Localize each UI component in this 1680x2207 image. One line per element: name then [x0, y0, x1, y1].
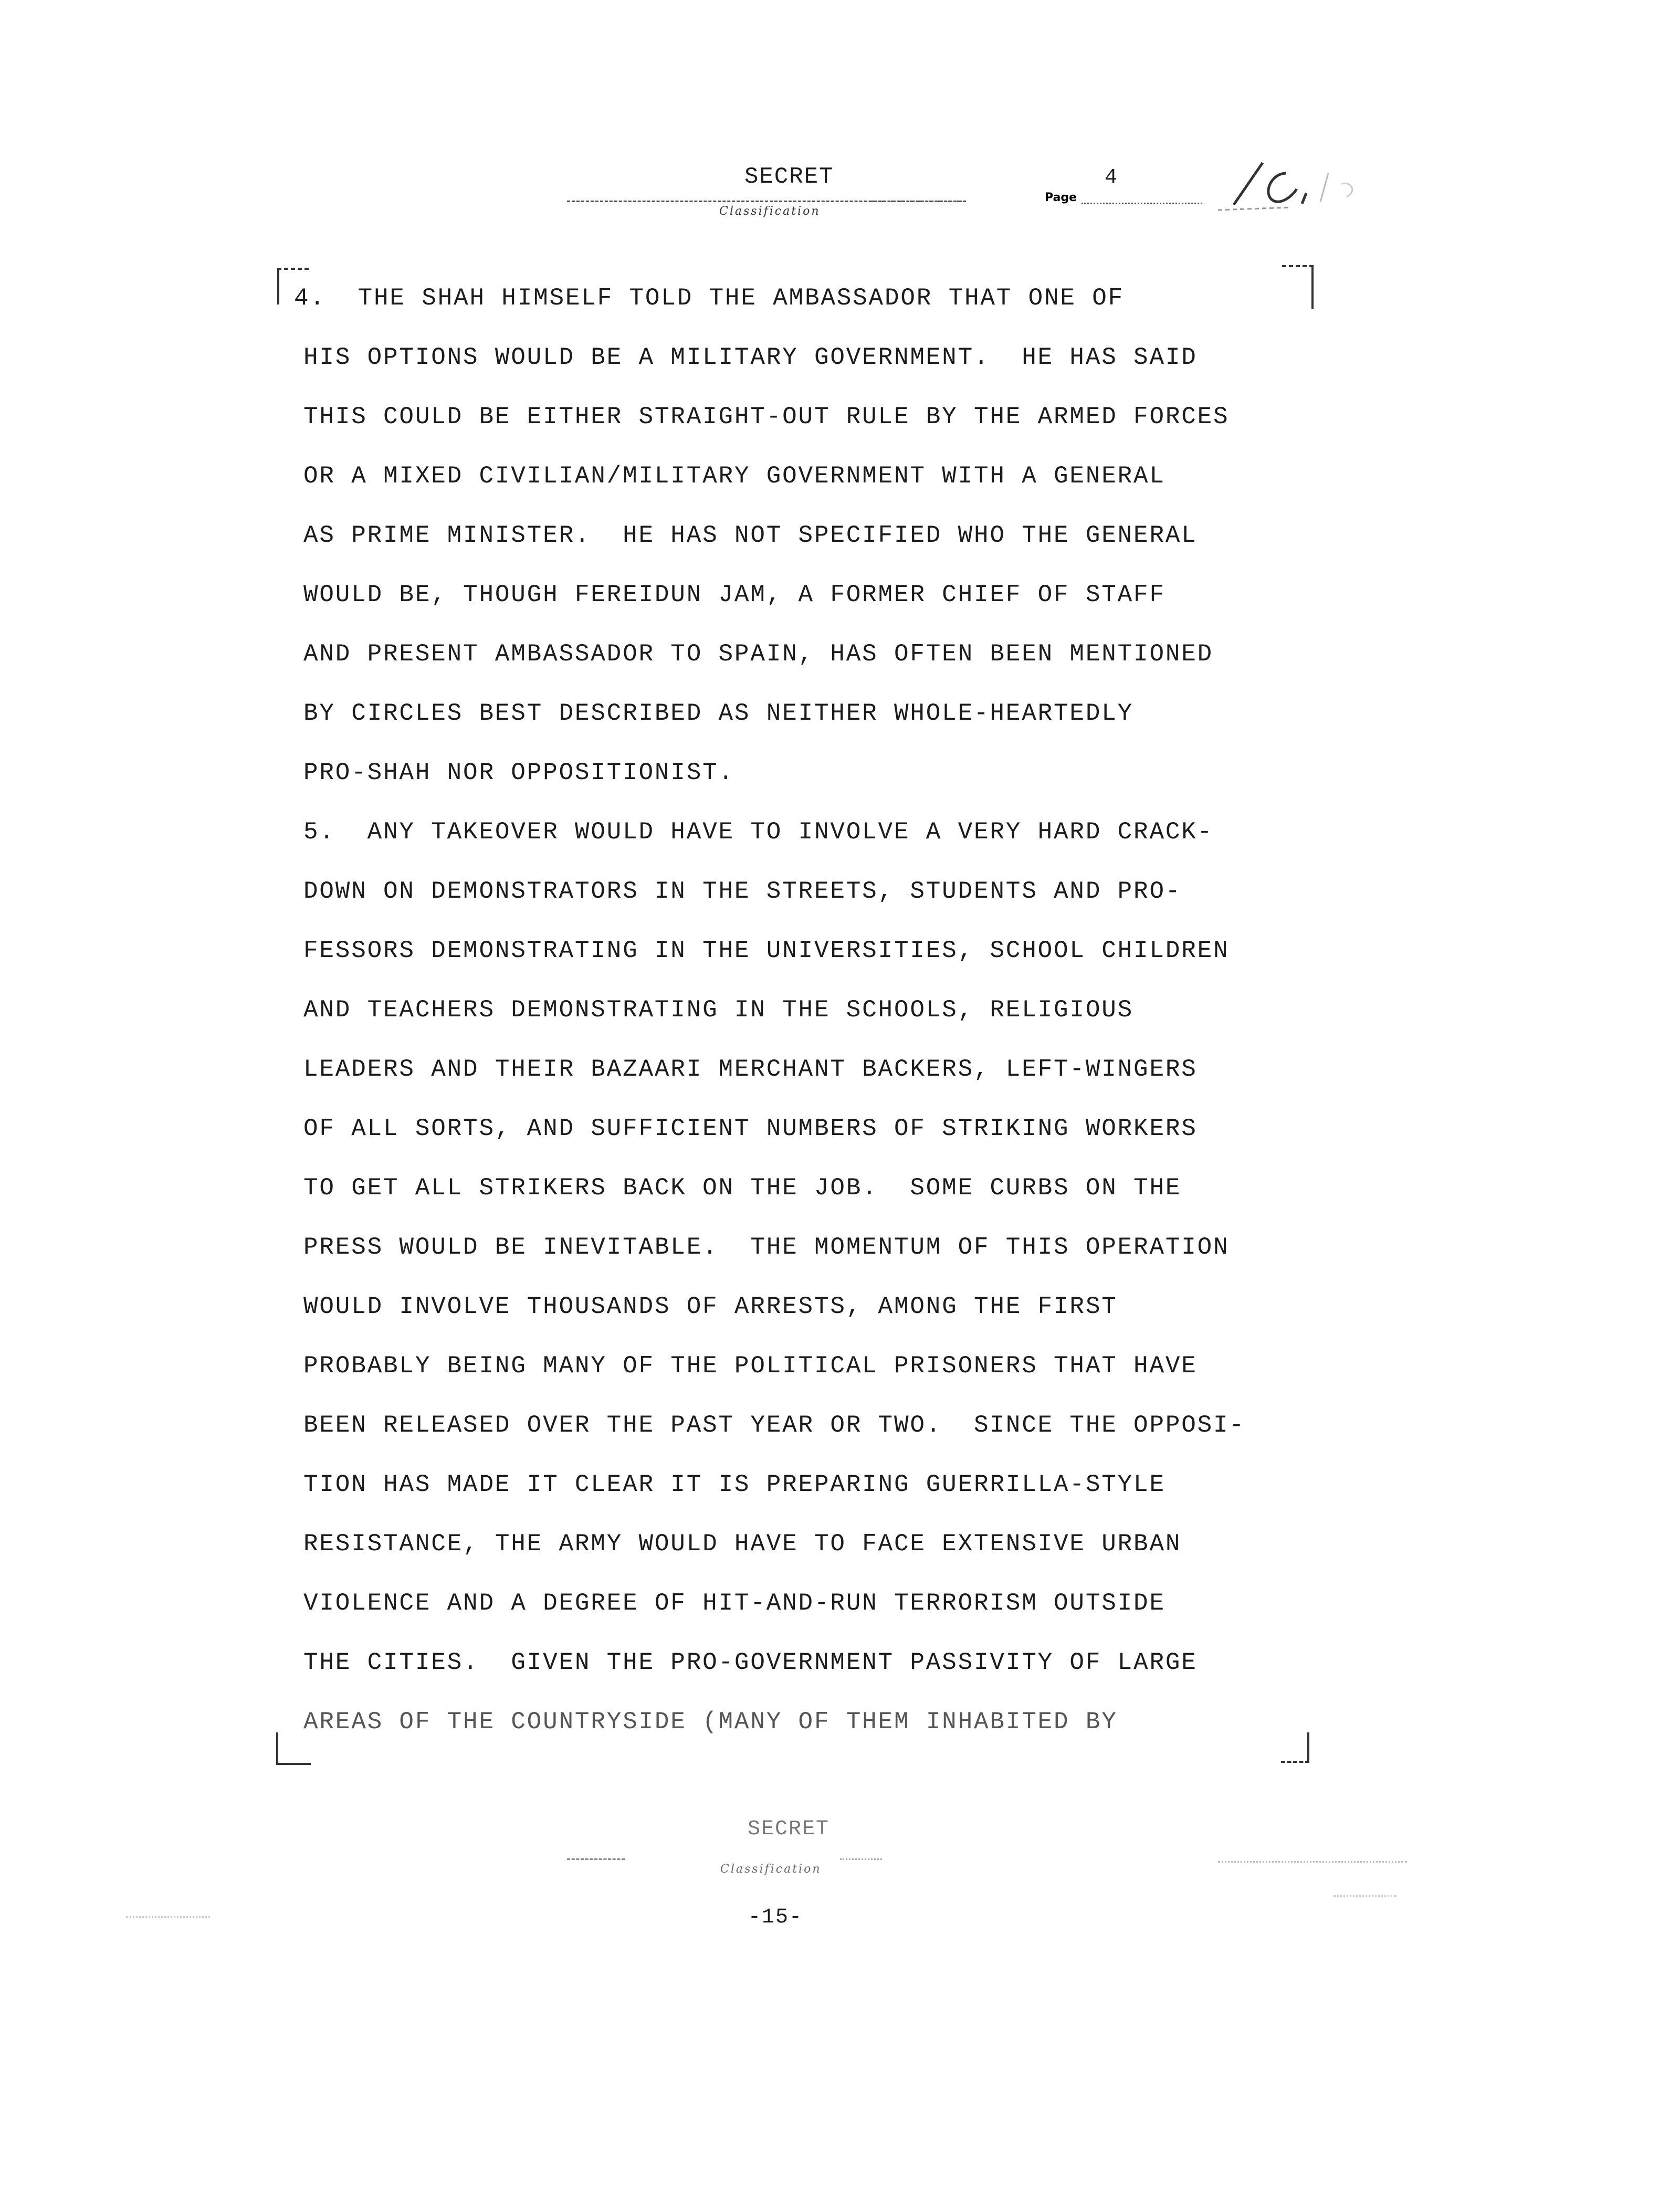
text-line: PRO-SHAH NOR OPPOSITIONIST. — [303, 759, 734, 786]
text-line: AREAS OF THE COUNTRYSIDE (MANY OF THEM INHABITED BY — [303, 1708, 1118, 1736]
text-line: OR A MIXED CIVILIAN/MILITARY GOVERNMENT WITH A GENERAL — [303, 463, 1166, 490]
text-line: HIS OPTIONS WOULD BE A MILITARY GOVERNMENT. HE HAS SAID — [303, 344, 1198, 371]
footer-classification-label: Classification — [720, 1863, 822, 1876]
footer-classification: SECRET — [748, 1817, 830, 1841]
text-line: VIOLENCE AND A DEGREE OF HIT-AND-RUN TERRORISM OUTSIDE — [303, 1590, 1166, 1617]
text-line: BEEN RELEASED OVER THE PAST YEAR OR TWO. SINCE THE OPPOSI- — [303, 1412, 1245, 1439]
bottom-right-bracket — [1281, 1732, 1309, 1763]
top-right-bracket — [1282, 265, 1314, 309]
scan-noise-mark — [1334, 1895, 1396, 1901]
text-line: BY CIRCLES BEST DESCRIBED AS NEITHER WHOLE-HEARTEDLY — [303, 700, 1134, 727]
text-line: 5. ANY TAKEOVER WOULD HAVE TO INVOLVE A VERY HARD CRACK- — [303, 818, 1214, 846]
header-classification-label: Classification — [719, 205, 821, 218]
scan-noise-mark — [1218, 1861, 1407, 1867]
footer-document-page: -15- — [748, 1906, 803, 1929]
scan-noise-mark — [126, 1916, 210, 1922]
header-page-rule — [1082, 203, 1202, 204]
header-dash — [872, 201, 966, 202]
text-line: FESSORS DEMONSTRATING IN THE UNIVERSITIES, SCHOOL CHILDREN — [303, 937, 1230, 964]
text-line: DOWN ON DEMONSTRATORS IN THE STREETS, STUDENTS AND PRO- — [303, 878, 1182, 905]
handwritten-annotation-mark — [1213, 152, 1402, 220]
bottom-left-bracket — [276, 1732, 311, 1765]
text-line: THIS COULD BE EITHER STRAIGHT-OUT RULE BY THE ARMED FORCES — [303, 403, 1230, 430]
text-line: PROBABLY BEING MANY OF THE POLITICAL PRISONERS THAT HAVE — [303, 1352, 1198, 1380]
text-line: AS PRIME MINISTER. HE HAS NOT SPECIFIED WHO THE GENERAL — [303, 522, 1198, 549]
header-classification: SECRET — [744, 164, 834, 190]
text-line: TION HAS MADE IT CLEAR IT IS PREPARING GUERRILLA-STYLE — [303, 1471, 1166, 1498]
text-line: AND TEACHERS DEMONSTRATING IN THE SCHOOLS, RELIGIOUS — [303, 996, 1134, 1024]
text-line: RESISTANCE, THE ARMY WOULD HAVE TO FACE EXTENSIVE URBAN — [303, 1530, 1182, 1558]
text-line: 4. THE SHAH HIMSELF TOLD THE AMBASSADOR THAT ONE OF — [294, 285, 1125, 312]
text-line: LEADERS AND THEIR BAZAARI MERCHANT BACKERS, LEFT-WINGERS — [303, 1056, 1198, 1083]
footer-rule-right — [840, 1858, 882, 1860]
text-line: TO GET ALL STRIKERS BACK ON THE JOB. SOME CURBS ON THE — [303, 1174, 1182, 1202]
text-line: WOULD INVOLVE THOUSANDS OF ARRESTS, AMONG THE FIRST — [303, 1293, 1118, 1320]
header-page-number: 4 — [1105, 166, 1118, 190]
footer-rule-left — [567, 1858, 625, 1860]
text-line: WOULD BE, THOUGH FEREIDUN JAM, A FORMER CHIEF OF STAFF — [303, 581, 1166, 608]
text-line: THE CITIES. GIVEN THE PRO-GOVERNMENT PASSIVITY OF LARGE — [303, 1649, 1198, 1676]
header-page-label: Page — [1045, 191, 1077, 204]
text-line: PRESS WOULD BE INEVITABLE. THE MOMENTUM OF THIS OPERATION — [303, 1234, 1230, 1261]
text-line: AND PRESENT AMBASSADOR TO SPAIN, HAS OFTEN BEEN MENTIONED — [303, 640, 1214, 668]
text-line: OF ALL SORTS, AND SUFFICIENT NUMBERS OF STRIKING WORKERS — [303, 1115, 1198, 1142]
